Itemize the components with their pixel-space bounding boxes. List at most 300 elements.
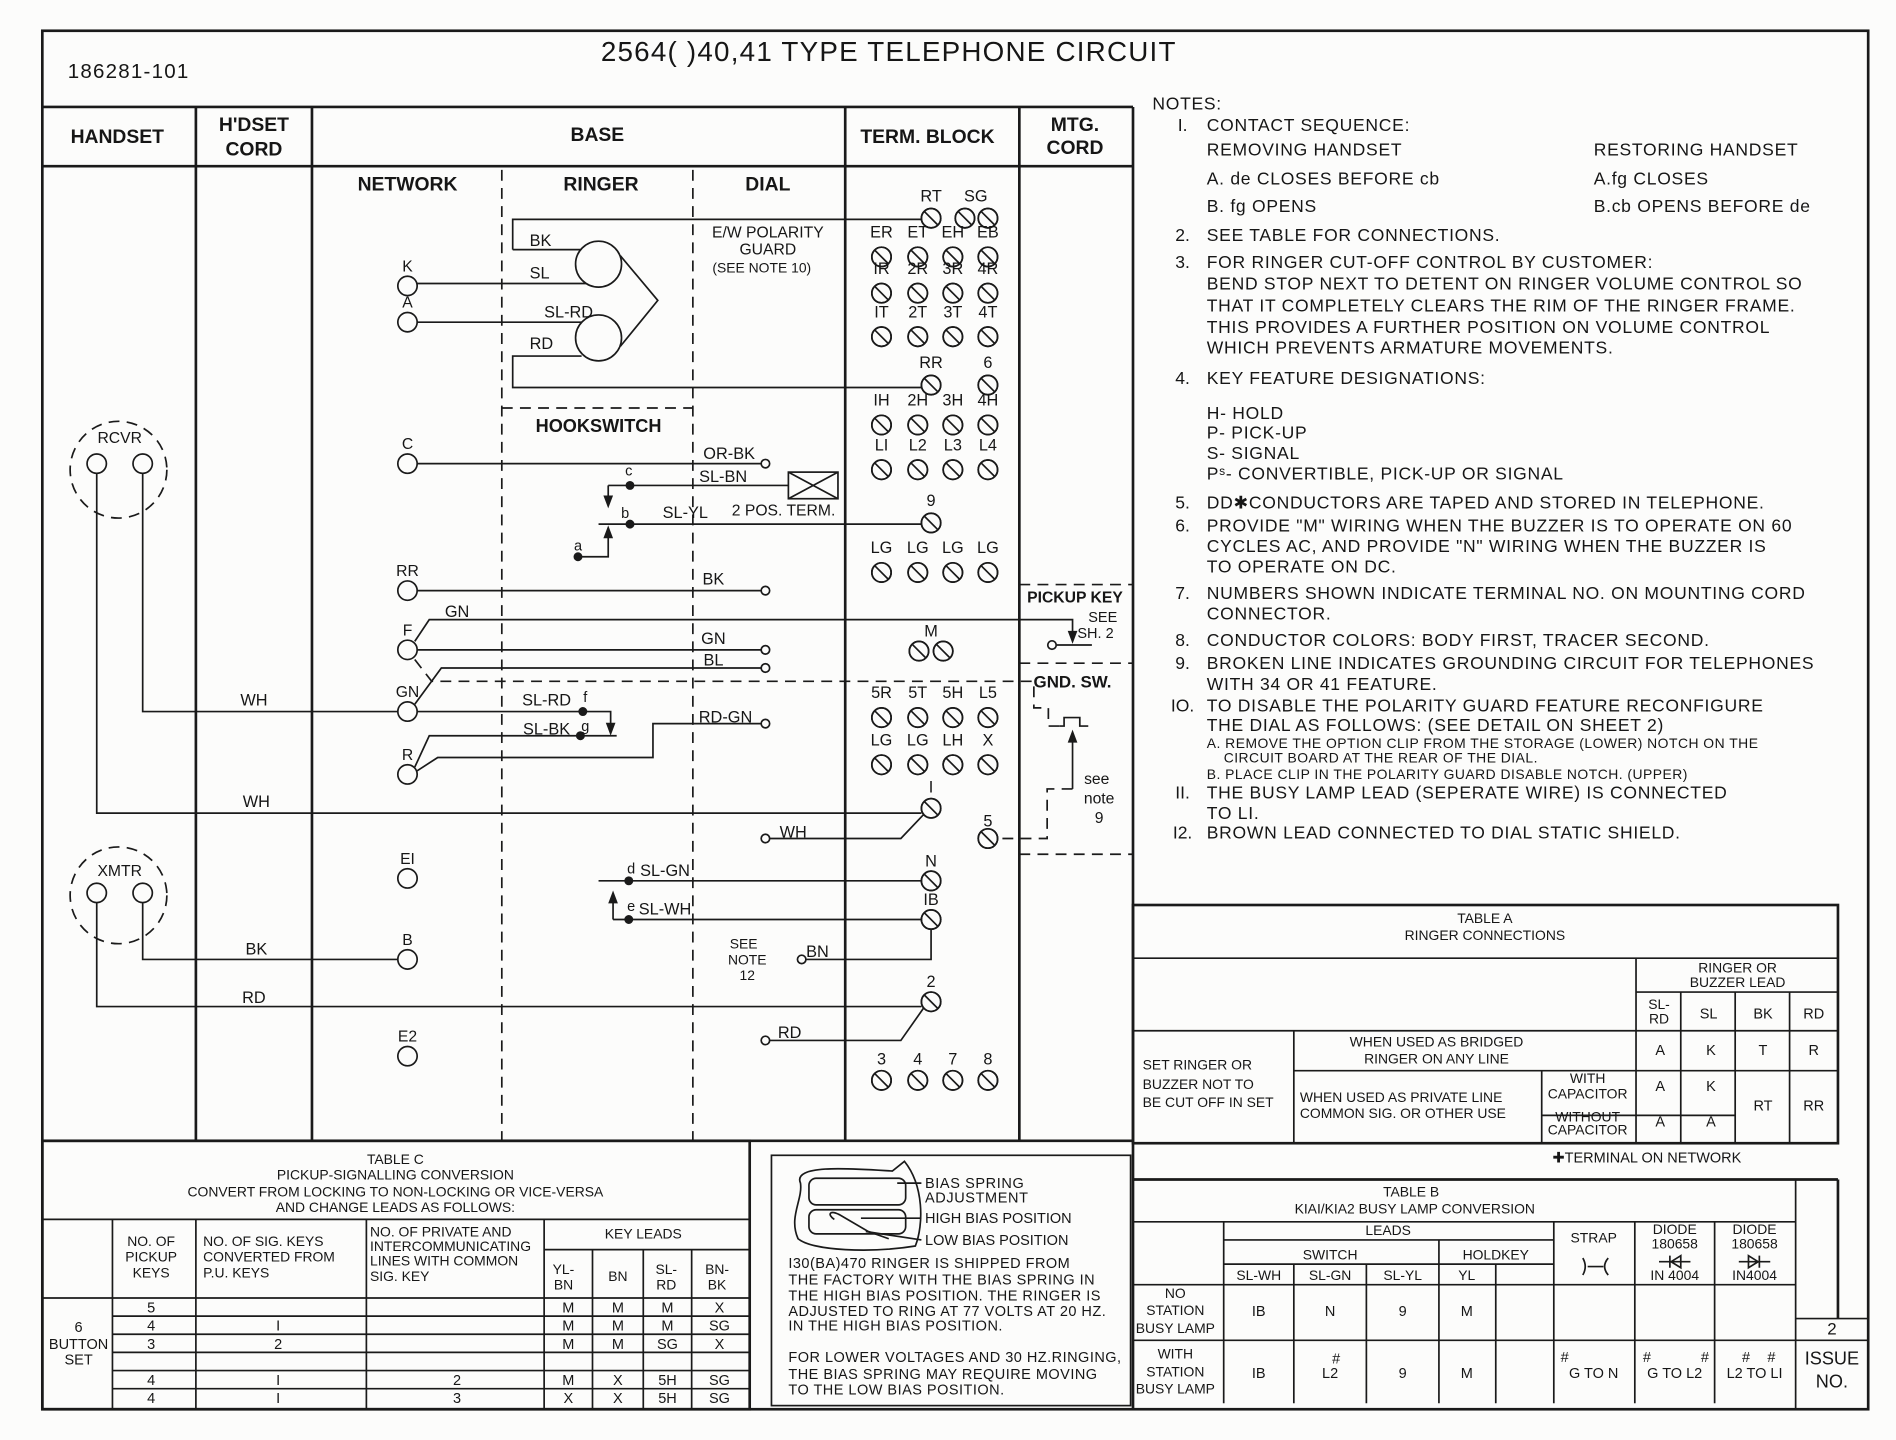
note-number: 3.: [1175, 251, 1190, 272]
receiver-contact: [133, 454, 152, 473]
term-block-label: LG: [870, 539, 893, 558]
wire-color-label: BK: [245, 940, 268, 959]
note-text: CONNECTOR.: [1206, 603, 1332, 624]
lead-end-icon: [797, 955, 805, 963]
note-text: RESTORING HANDSET: [1593, 139, 1799, 160]
network-terminal: [398, 581, 417, 600]
column-handset: HANDSET: [70, 126, 165, 149]
table-b-cell: L2: [1322, 1365, 1339, 1382]
label: G TO L2: [1647, 1365, 1703, 1382]
label: CAPACITOR: [1547, 1121, 1628, 1138]
wire-bk: [143, 903, 398, 960]
note-text: A. de CLOSES BEFORE cb: [1206, 168, 1440, 189]
table-c-cell: M: [562, 1336, 575, 1353]
table-c-cell: 5H: [658, 1391, 677, 1408]
term-block-label: IH: [873, 391, 890, 410]
label: RINGER ON ANY LINE: [1364, 1050, 1509, 1067]
note-text: PROVIDE "M" WIRING WHEN THE BUZZER IS TO OPERATE ON 60: [1206, 515, 1793, 536]
label: IN4004: [1732, 1266, 1777, 1283]
wire-rd-gn: [417, 724, 762, 771]
note-text: P- PICK-UP: [1206, 422, 1308, 443]
contact-letter: d: [627, 861, 636, 878]
terminal-slash: [981, 758, 994, 771]
note-text: TO OPERATE ON DC.: [1206, 556, 1397, 577]
arrow-icon: [1069, 632, 1076, 642]
lead-end-icon: [761, 834, 769, 842]
table-a-cell: A: [1655, 1042, 1666, 1059]
network-terminal-label: F: [402, 622, 413, 640]
bias-note-text: THE BIAS SPRING MAY REQUIRE MOVING: [788, 1367, 1098, 1384]
term-block-label: 2: [926, 973, 936, 992]
note-subtext: B. PLACE CLIP IN THE POLARITY GUARD DISABLE NOTCH. (UPPER): [1206, 766, 1688, 783]
column-term-block: TERM. BLOCK: [860, 126, 995, 149]
term-block-label: M: [924, 622, 938, 641]
terminal-slash: [946, 566, 959, 579]
table-c-cell: 2: [453, 1373, 462, 1390]
label: WITH: [1569, 1069, 1606, 1086]
contact-dot: [625, 916, 632, 923]
terminal-slash: [946, 418, 959, 431]
wire-color-label: RD: [777, 1024, 802, 1043]
bias-note-text: THE HIGH BIAS POSITION. THE RINGER IS: [788, 1288, 1101, 1305]
label: BUZZER NOT TO: [1142, 1075, 1254, 1092]
network-terminal-label: K: [402, 258, 413, 276]
term-block-label: 6: [983, 354, 993, 373]
note-text: SEE TABLE FOR CONNECTIONS.: [1206, 225, 1501, 246]
terminal-slash: [924, 995, 937, 1008]
hash-mark: #: [1642, 1350, 1651, 1367]
term-block-label: ER: [870, 223, 893, 242]
label: NO. OF: [127, 1232, 176, 1249]
label: YL: [1458, 1266, 1476, 1283]
table-c-cell: M: [562, 1318, 575, 1335]
note-subtext: A. REMOVE THE OPTION CLIP FROM THE STORAGE (LOWER) NOTCH ON THE: [1206, 734, 1759, 751]
term-block-label: LG: [906, 539, 929, 558]
terminal-slash: [981, 418, 994, 431]
wire-sl-bk: [415, 736, 617, 767]
label: BN-: [705, 1260, 730, 1277]
terminal-slash: [981, 566, 994, 579]
term-block-label: L4: [978, 436, 997, 455]
lead-end-icon: [1048, 641, 1056, 649]
note-text: TO DISABLE THE POLARITY GUARD FEATURE RECONFIGURE: [1206, 695, 1764, 716]
label: LEADS: [1365, 1222, 1411, 1239]
table-a-cell: K: [1706, 1079, 1716, 1096]
wire-color-label: SL-YL: [662, 504, 708, 523]
table-c-cell: I: [276, 1318, 281, 1335]
note-number: I.: [1177, 115, 1188, 136]
term-block-label: IT: [874, 303, 889, 322]
label: DIODE: [1732, 1220, 1777, 1237]
table-a-cell: K: [1706, 1042, 1716, 1059]
lead-end-icon: [761, 459, 769, 467]
term-block-label: 2H: [907, 391, 929, 410]
table-a-cell: A: [1655, 1079, 1666, 1096]
term-block-label: I: [928, 778, 934, 797]
subcolumn-ringer: RINGER: [563, 173, 639, 196]
table-c-title: TABLE C: [366, 1150, 424, 1167]
label: DIODE: [1652, 1220, 1697, 1237]
notes-heading: NOTES:: [1152, 93, 1222, 114]
note-number: 5.: [1175, 492, 1190, 513]
network-terminal: [398, 869, 417, 888]
note-text: REMOVING HANDSET: [1206, 139, 1403, 160]
label: NO. OF SIG. KEYS: [203, 1232, 324, 1249]
label: 180658: [1651, 1235, 1698, 1252]
note-text: THE DIAL AS FOLLOWS: (SEE DETAIL ON SHEET 2): [1206, 714, 1665, 735]
table-c-cell: 3: [147, 1336, 156, 1353]
wire-color-label: SL-BN: [699, 467, 748, 486]
terminal-slash: [911, 711, 924, 724]
wire-color-label: GN: [701, 629, 726, 648]
note-text: THAT IT COMPLETELY CLEARS THE RIM OF THE RINGER FRAME.: [1206, 295, 1796, 316]
bias-note-text: TO THE LOW BIAS POSITION.: [788, 1382, 1005, 1399]
label: RINGER OR: [1698, 959, 1777, 976]
terminal-slash: [946, 758, 959, 771]
ringer-link: [620, 256, 657, 347]
term-block-label: SG: [964, 187, 988, 206]
label: NO. OF PRIVATE AND: [370, 1223, 512, 1240]
terminal-slash: [981, 287, 994, 300]
label: NO: [1164, 1284, 1186, 1301]
label: SL: [1699, 1006, 1718, 1023]
table-b-cell: 9: [1398, 1365, 1407, 1382]
receiver-contact: [87, 454, 106, 473]
network-terminal: [398, 1046, 417, 1065]
table-a-title: RINGER CONNECTIONS: [1404, 927, 1566, 944]
contact-dot: [625, 877, 632, 884]
terminal-slash: [875, 566, 888, 579]
see-sheet-label: SEE: [1088, 610, 1118, 627]
label: BE CUT OFF IN SET: [1142, 1093, 1274, 1110]
wire-color-label: BK: [529, 232, 552, 250]
note-text: DD✱CONDUCTORS ARE TAPED AND STORED IN TELEPHONE.: [1206, 492, 1765, 513]
table-c-cell: 3: [453, 1391, 462, 1408]
table-b-cell: 9: [1398, 1304, 1407, 1321]
label: COMMON SIG. OR OTHER USE: [1299, 1104, 1506, 1121]
network-terminal-label: B: [402, 931, 413, 949]
lead-end-icon: [761, 646, 769, 654]
subcolumn-dial: DIAL: [745, 173, 791, 196]
term-block-label: 3: [876, 1050, 887, 1069]
bias-note-text: THE FACTORY WITH THE BIAS SPRING IN: [788, 1272, 1096, 1289]
label: SET RINGER OR: [1142, 1056, 1253, 1073]
drawing-number: 186281-101: [67, 59, 190, 83]
term-block-label: LG: [906, 731, 929, 750]
label: LINES WITH COMMON: [370, 1252, 519, 1269]
terminal-slash: [875, 1074, 888, 1087]
label: STRAP: [1570, 1229, 1617, 1246]
note-text: Pˢ- CONVERTIBLE, PICK-UP OR SIGNAL: [1206, 463, 1564, 484]
note-text: B.cb OPENS BEFORE de: [1593, 196, 1811, 217]
note-text: A.fg CLOSES: [1593, 168, 1709, 189]
ground-circuit: [999, 789, 1073, 839]
wire-color-label: RD-GN: [698, 708, 753, 727]
receiver-label: RCVR: [97, 430, 142, 448]
label: KEY LEADS: [604, 1225, 682, 1242]
network-terminal: [398, 702, 417, 721]
term-block-label: 5T: [908, 684, 928, 703]
contact-letter: e: [627, 899, 636, 916]
note-number: 9.: [1175, 653, 1190, 674]
note-text: H- HOLD: [1206, 402, 1284, 423]
table-a-cell: A: [1655, 1114, 1666, 1131]
terminal-slash: [924, 913, 937, 926]
label: P.U. KEYS: [203, 1264, 270, 1281]
issue-label: NO.: [1815, 1371, 1849, 1392]
table-c-cell: SG: [708, 1318, 730, 1335]
pickup-key-label: PICKUP KEY: [1027, 589, 1123, 607]
note-text: CONDUCTOR COLORS: BODY FIRST, TRACER SECOND.: [1206, 630, 1710, 651]
terminal-slash: [911, 758, 924, 771]
table-b-title: KIAI/KIA2 BUSY LAMP CONVERSION: [1294, 1200, 1535, 1217]
label: BUTTON: [48, 1336, 109, 1353]
table-a-footnote: ✚TERMINAL ON NETWORK: [1552, 1150, 1742, 1167]
polarity-guard-label: GUARD: [739, 241, 797, 259]
see-note-label: SEE: [729, 935, 758, 952]
term-block-label: 4: [913, 1050, 923, 1069]
drawing-title: 2564( )40,41 TYPE TELEPHONE CIRCUIT: [600, 35, 1177, 67]
label: HIGH BIAS POSITION: [925, 1211, 1072, 1228]
column-mtg-cord: MTG.: [1050, 114, 1100, 137]
wire-color-label: BN: [806, 943, 829, 961]
label: BN: [608, 1268, 628, 1285]
column-mtg-cord: CORD: [1046, 137, 1104, 160]
terminal-slash: [981, 711, 994, 724]
label: SL-: [655, 1260, 678, 1277]
note-number: IO.: [1170, 695, 1195, 716]
terminal-slash: [875, 330, 888, 343]
table-c-title: AND CHANGE LEADS AS FOLLOWS:: [275, 1199, 516, 1216]
network-terminal: [398, 950, 417, 969]
column-hdset-cord: H'DSET: [218, 114, 289, 137]
table-b-cell: IB: [1251, 1304, 1266, 1321]
table-c-cell: X: [613, 1373, 623, 1390]
network-terminal: [398, 313, 417, 332]
table-a-cell: T: [1758, 1042, 1768, 1059]
table-c-cell: X: [714, 1300, 725, 1317]
note-text: THE BUSY LAMP LEAD (SEPERATE WIRE) IS CONNECTED: [1206, 782, 1728, 803]
terminal-slash: [946, 463, 959, 476]
table-b-cell: M: [1460, 1365, 1473, 1382]
term-block-label: LG: [941, 539, 964, 558]
wire-color-label: SL-WH: [638, 900, 692, 919]
see-sheet-label: SH. 2: [1077, 625, 1114, 642]
table-c-cell: M: [611, 1336, 624, 1353]
label: SET: [64, 1352, 93, 1369]
table-c-cell: SG: [708, 1391, 730, 1408]
term-block-label: 5: [983, 812, 993, 831]
wire-color-label: OR-BK: [703, 444, 755, 463]
label: STATION: [1146, 1363, 1205, 1380]
label: SWITCH: [1302, 1246, 1358, 1263]
table-c-cell: I: [276, 1391, 281, 1408]
wire-color-label: SL-GN: [640, 861, 690, 880]
bias-note-text: I30(BA)470 RINGER IS SHIPPED FROM: [788, 1255, 1071, 1272]
terminal-slash: [981, 1074, 994, 1087]
hash-mark: #: [1332, 1351, 1341, 1368]
lead-end-icon: [761, 586, 769, 594]
label: CONVERTED FROM: [203, 1248, 335, 1265]
term-block-label: LG: [977, 539, 999, 558]
label: BIAS SPRING: [925, 1175, 1025, 1192]
network-terminal-label: E2: [397, 1028, 418, 1046]
label: LOW BIAS POSITION: [925, 1232, 1069, 1249]
label: RD: [1648, 1010, 1670, 1027]
note-text: KEY FEATURE DESIGNATIONS:: [1206, 367, 1486, 388]
label: SL-: [1648, 995, 1670, 1012]
term-block-label: 9: [926, 491, 936, 510]
network-terminal-label: EI: [400, 850, 415, 868]
label: SIG. KEY: [370, 1268, 430, 1285]
subcolumn-network: NETWORK: [357, 173, 458, 196]
note-number: 4.: [1175, 367, 1190, 388]
contact-letter: b: [621, 506, 630, 523]
hash-mark: #: [1742, 1350, 1751, 1367]
line: [866, 1231, 922, 1239]
hash-mark: #: [1767, 1350, 1776, 1367]
terminal-slash: [937, 644, 950, 657]
table-b-cell: IB: [1251, 1365, 1266, 1382]
term-block-label: IB: [923, 891, 939, 910]
wire-color-label: RD: [242, 988, 266, 1007]
see-note-label: NOTE: [727, 951, 767, 968]
table-c-cell: X: [613, 1391, 623, 1408]
bias-spring-icon: [809, 1210, 906, 1234]
term-block-label: RR: [919, 354, 943, 373]
table-c-cell: X: [714, 1336, 725, 1353]
terminal-slash: [911, 287, 924, 300]
term-block-label: 3T: [943, 303, 963, 322]
table-b-title: TABLE B: [1383, 1183, 1440, 1200]
terminal-slash: [875, 758, 888, 771]
note-number: 7.: [1175, 583, 1190, 604]
wire-color-label: WH: [779, 823, 807, 842]
label: BK: [1753, 1006, 1773, 1023]
term-block-label: LI: [874, 436, 889, 455]
bias-spring-icon: [809, 1178, 906, 1205]
terminal-slash: [924, 874, 937, 887]
contact-letter: g: [581, 718, 590, 735]
table-c-cell: 4: [147, 1391, 156, 1408]
polarity-guard-label: (SEE NOTE 10): [712, 259, 812, 276]
contact-letter: f: [583, 689, 588, 706]
contact-dot: [626, 482, 633, 489]
network-terminal: [398, 454, 417, 473]
term-block-label: 4T: [978, 303, 998, 322]
terminal-slash: [946, 1074, 959, 1087]
table-c-cell: M: [562, 1373, 575, 1390]
network-terminal: [398, 765, 417, 784]
label: WHEN USED AS BRIDGED: [1349, 1033, 1524, 1050]
note-subtext: CIRCUIT BOARD AT THE REAR OF THE DIAL.: [1223, 749, 1538, 766]
label: SL-WH: [1236, 1266, 1282, 1283]
term-block-label: 3H: [942, 391, 964, 410]
see-note-label: see: [1084, 771, 1110, 789]
table-c-cell: 5: [147, 1300, 156, 1317]
term-block-label: L5: [978, 684, 997, 703]
terminal-slash: [924, 378, 937, 391]
terminal-slash: [946, 287, 959, 300]
arrow-icon: [609, 893, 616, 903]
note-text: TO LI.: [1206, 803, 1260, 824]
wire-gn-pickup: [415, 620, 1073, 642]
wire-color-label: SL-RD: [522, 691, 572, 710]
see-note-label: 9: [1094, 809, 1104, 827]
contact-dot: [579, 708, 586, 715]
terminal-slash: [911, 566, 924, 579]
hash-mark: #: [1700, 1350, 1709, 1367]
note-text: NUMBERS SHOWN INDICATE TERMINAL NO. ON MOUNTING CORD: [1206, 583, 1806, 604]
label: WITH: [1157, 1345, 1194, 1362]
note-text: WHICH PREVENTS ARMATURE MOVEMENTS.: [1206, 337, 1614, 358]
note-number: II.: [1175, 782, 1190, 803]
wire-color-label: BK: [702, 570, 725, 589]
term-block-label: 2R: [907, 259, 929, 278]
label: KEYS: [132, 1264, 170, 1281]
hash-mark: #: [1560, 1350, 1569, 1367]
note-number: 6.: [1175, 515, 1190, 536]
label: BK: [707, 1276, 727, 1293]
label: G TO N: [1568, 1365, 1619, 1382]
table-b-cell: M: [1460, 1304, 1473, 1321]
table-c-cell: 4: [147, 1318, 156, 1335]
label: L2 TO LI: [1726, 1365, 1783, 1382]
terminal-slash: [912, 644, 925, 657]
bias-note-text: IN THE HIGH BIAS POSITION.: [788, 1318, 1003, 1335]
network-terminal: [398, 276, 417, 295]
terminal-slash: [924, 802, 937, 815]
label: SL-GN: [1308, 1266, 1352, 1283]
ground-switch-icon: [1059, 718, 1088, 726]
term-block-label: X: [982, 731, 994, 750]
terminal-slash: [981, 378, 994, 391]
table-c-cell: M: [661, 1300, 674, 1317]
terminal-slash: [924, 516, 937, 529]
table-c-title: PICKUP-SIGNALLING CONVERSION: [276, 1166, 514, 1183]
term-block-label: 8: [983, 1050, 993, 1069]
term-block-label: 4R: [977, 259, 999, 278]
transmitter-contact: [133, 883, 152, 902]
table-c-cell: M: [611, 1300, 624, 1317]
wire-rd: [97, 900, 922, 1007]
label: SL-YL: [1383, 1266, 1422, 1283]
lead-end-icon: [761, 664, 769, 672]
gnd-sw-label: GND. SW.: [1033, 672, 1112, 692]
contact-lever: [578, 537, 608, 556]
note-number: 8.: [1175, 630, 1190, 651]
table-a-cell: A: [1706, 1114, 1716, 1131]
term-block-label: LH: [942, 731, 964, 750]
wire-color-label: SL-RD: [544, 303, 594, 322]
arrow-icon: [605, 496, 612, 506]
terminal-slash: [875, 711, 888, 724]
network-terminal-label: A: [402, 294, 413, 312]
network-terminal-label: GN: [395, 684, 420, 702]
label: IN 4004: [1650, 1266, 1700, 1283]
wire-color-label: WH: [242, 793, 270, 812]
lead-end-icon: [761, 1036, 769, 1044]
wire-color-label: WH: [240, 691, 268, 710]
label: WITHOUT: [1555, 1108, 1621, 1125]
terminal-slash: [981, 463, 994, 476]
issue-number: 2: [1827, 1319, 1837, 1339]
terminal-slash: [911, 1074, 924, 1087]
label: WHEN USED AS PRIVATE LINE: [1299, 1089, 1503, 1106]
label: BUSY LAMP: [1135, 1320, 1215, 1337]
table-c-title: CONVERT FROM LOCKING TO NON-LOCKING OR VICE-VERSA: [187, 1183, 604, 1200]
table-c-cell: SG: [656, 1336, 678, 1353]
